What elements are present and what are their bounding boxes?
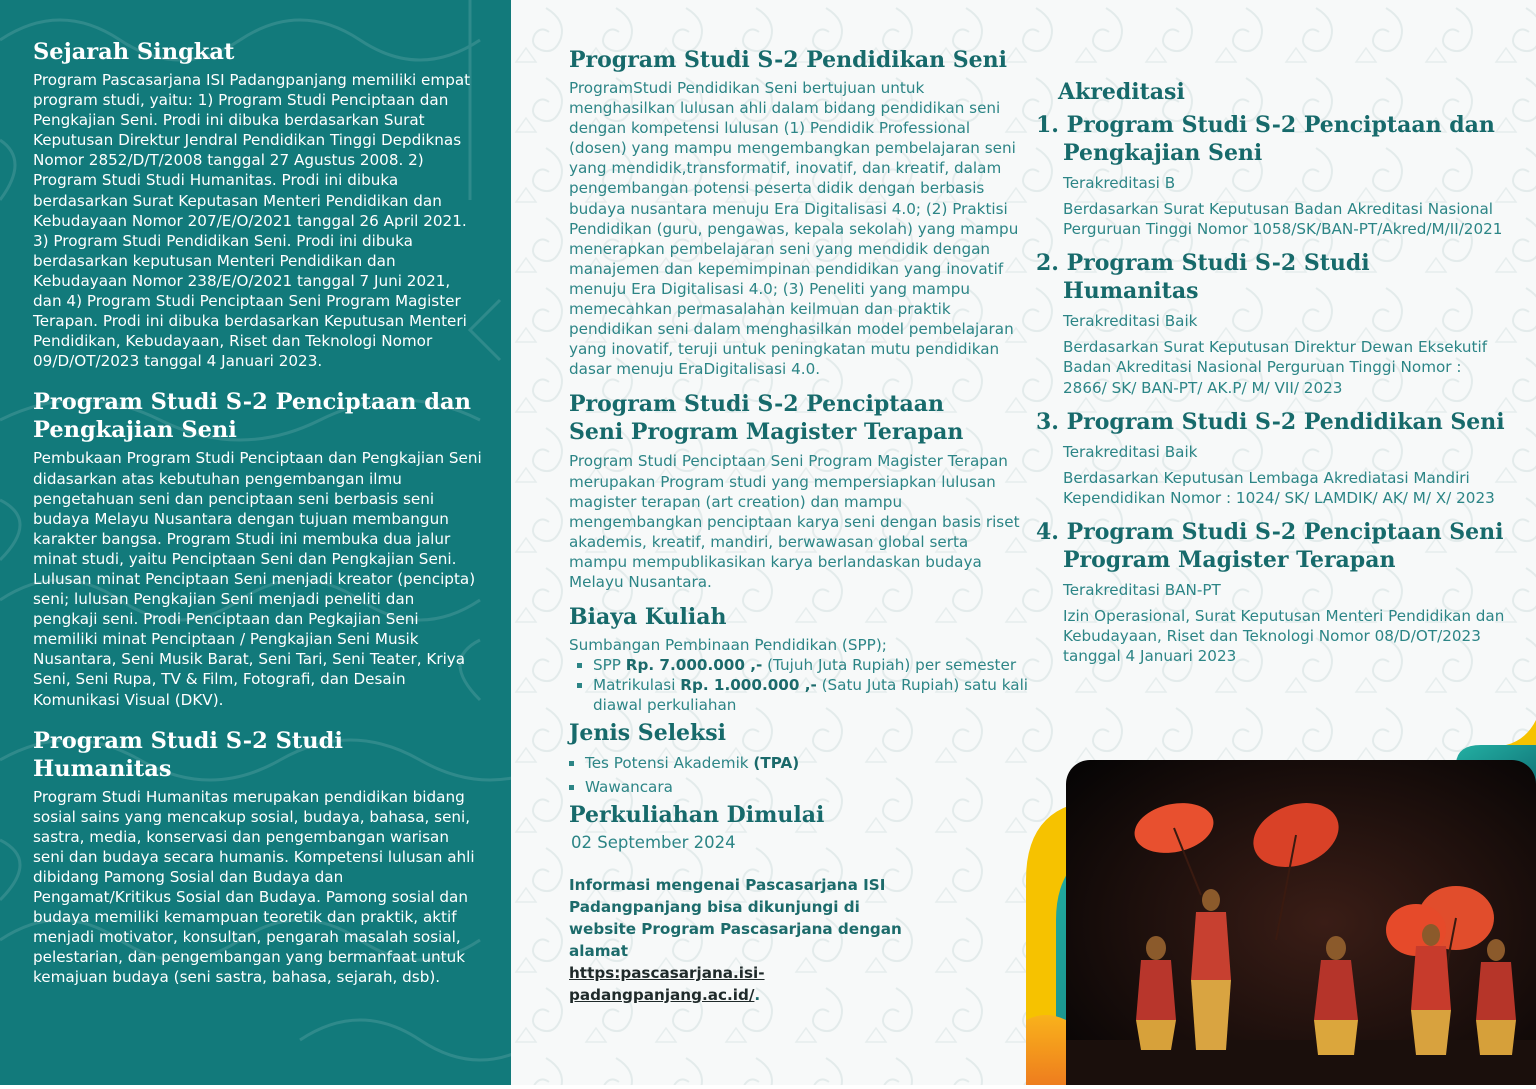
biaya-item: ▪ SPP Rp. 7.000.000 ,- (Tujuh Juta Rupiah) per semester	[593, 655, 1031, 675]
seleksi-item: ▪ Tes Potensi Akademik (TPA)	[585, 751, 1031, 775]
sejarah-text: Program Pascasarjana ISI Padangpanjang memiliki empat program studi, yaitu: 1) Program Studi Penciptaan dan Pengkajian Seni. Prodi ini dibuka berdasarkan Surat Keputusan Direktur Jendral Pendidikan Tinggi Depdiknas Nomor 2852/D/T/2008 tanggal 27 Agustus 2008. 2) Program Studi Studi Humanitas. Prodi ini dibuka berdasarkan Surat Keputasan Menteri Pendidikan dan Kebudayaan Nomor 207/E/O/2021 tanggal 26 April 2021. 3) Program Studi Pendidikan Seni. Prodi ini dibuka berdasarkan keputusan Menteri Pendidikan dan Kebudayaan Nomor 238/E/O/2021 tanggal 7 Juni 2021, dan 4) Program Studi Penciptaan Seni Program Magister Terapan. Prodi ini dibuka berdasarkan Keputusan Menteri Pendidikan, Kebudayaan, Riset dan Teknologi Nomor 09/D/OT/2023 tanggal 4 Januari 2023.	[33, 71, 471, 371]
akreditasi-item-title: 1. Program Studi S-2 Penciptaan dan Pengkajian Seni	[1036, 112, 1495, 166]
section-penciptaan-pengkajian	[33, 388, 483, 709]
humanitas-heading: Program Studi S-2 Studi Humanitas	[33, 727, 343, 782]
section-sejarah	[33, 38, 483, 371]
left-panel	[0, 0, 511, 1085]
akreditasi-item	[1036, 111, 1506, 239]
akreditasi-item-title: 3. Program Studi S-2 Pendidikan Seni	[1036, 408, 1505, 435]
magister-terapan-text: Program Studi Penciptaan Seni Program Magister Terapan merupakan Program studi yang mempersiapkan lulusan magister terapan (art creation) dan mampu mengembangkan penciptaan karya seni dengan basis riset akademis, kreatif, mandiri, berwawasan global serta mampu mempublikasikan karya berlandaskan budaya Melayu Nusantara.	[569, 452, 1020, 591]
biaya-item: ▪ Matrikulasi Rp. 1.000.000 ,- (Satu Juta Rupiah) satu kali diawal perkuliahan	[593, 675, 1031, 715]
pendidikan-seni-heading: Program Studi S-2 Pendidikan Seni	[569, 47, 1008, 73]
middle-column	[569, 46, 1031, 1006]
akreditasi-heading: Akreditasi	[1058, 79, 1185, 105]
section-biaya	[569, 603, 1031, 715]
dance-photo	[1026, 720, 1536, 1085]
akreditasi-status: Terakreditasi B	[1063, 174, 1176, 192]
info-block: Informasi mengenai Pascasarjana ISI Padangpanjang bisa dikunjungi di website Program Pascasarjana dengan alamat https:pascasarjana.isi-padangpanjang.ac.id/.	[569, 875, 902, 1004]
section-seleksi	[569, 719, 1031, 799]
penciptaan-pengkajian-heading: Program Studi S-2 Penciptaan dan Pengkajian Seni	[33, 389, 471, 444]
penciptaan-pengkajian-text: Pembukaan Program Studi Penciptaan dan Pengkajian Seni didasarkan atas kebutuhan pengembangan ilmu pengetahuan seni dan penciptaan seni berbasis seni budaya Melayu Nusantara dengan tujuan membangun karakter bangsa. Program Studi ini membuka dua jalur minat studi, yaitu Penciptaan Seni dan Pengkajian Seni. Lulusan minat Penciptaan Seni menjadi kreator (pencipta) seni; lulusan Pengkajian Seni menjadi peneliti dan pengkaji seni. Prodi Penciptaan dan Pegkajian Seni memiliki minat Penciptaan / Pengkajian Seni Musik Nusantara, Seni Musik Barat, Seni Tari, Seni Teater, Kriya Seni, Seni Rupa, TV & Film, Fotografi, dan Desain Komunikasi Visual (DKV).	[33, 449, 482, 709]
akreditasi-status: Terakreditasi Baik	[1063, 312, 1198, 331]
akreditasi-item-title: 2. Program Studi S-2 Studi Humanitas	[1036, 250, 1370, 305]
seleksi-heading: Jenis Seleksi	[569, 720, 727, 747]
section-humanitas	[33, 727, 483, 988]
humanitas-text: Program Studi Humanitas merupakan pendidikan bidang sosial sains yang mencakup sosial, budaya, bahasa, seni, sastra, media, konservasi dan pengembangan warisan seni dan budaya secara humanis. Kompetensi lulusan ahli dibidang Pamong Sosial dan Budaya dan Pengamat/Kritikus Sosial dan Budaya. Pamong sosial dan budaya memiliki kemampuan teoretik dan praktik, aktif menjadi motivator, konsultan, pengarah masalah sosial, pelestarian, dan pengembangan yang bermanfaat untuk kemajuan budaya (seni sastra, bahasa, sejarah, dsb).	[33, 787, 475, 987]
akreditasi-column	[1036, 78, 1506, 676]
section-perkuliahan	[569, 801, 1031, 853]
akreditasi-basis: Berdasarkan Keputusan Lembaga Akrediatasi Mandiri Kependidikan Nomor : 1024/ SK/ LAMDIK/ AK/ M/ X/ 2023	[1063, 468, 1495, 507]
info-text: Informasi mengenai Pascasarjana ISI Padangpanjang bisa dikunjungi di website Program Pascasarjana dengan alamat	[569, 875, 902, 960]
website-link[interactable]: https:pascasarjana.isi-padangpanjang.ac.id/	[569, 963, 765, 1004]
section-magister-terapan	[569, 390, 1031, 592]
biaya-list	[569, 655, 1031, 715]
akreditasi-basis: Berdasarkan Surat Keputusan Direktur Dewan Eksekutif Badan Akreditasi Nasional Perguruan Tinggi Nomor : 2866/ SK/ BAN-PT/ AK.P/ M/ VII/ 2023	[1063, 338, 1488, 397]
akreditasi-basis: Izin Operasional, Surat Keputusan Menteri Pendidikan dan Kebudayaan, Riset dan Teknologi Nomor 08/D/OT/2023 tanggal 4 Januari 2023	[1063, 607, 1505, 666]
akreditasi-item	[1036, 408, 1506, 508]
seleksi-item: ▪ Wawancara	[585, 775, 1031, 799]
dance-photo-area	[1026, 720, 1536, 1085]
akreditasi-status: Terakreditasi BAN-PT	[1063, 580, 1221, 599]
akreditasi-item	[1036, 518, 1506, 666]
akreditasi-item	[1036, 249, 1506, 397]
akreditasi-status: Terakreditasi Baik	[1063, 442, 1198, 461]
magister-terapan-heading: Program Studi S-2 Penciptaan Seni Program Magister Terapan	[569, 391, 964, 446]
biaya-heading: Biaya Kuliah	[569, 604, 727, 631]
sejarah-heading: Sejarah Singkat	[33, 39, 235, 65]
perkuliahan-date: 02 September 2024	[571, 833, 736, 853]
section-pendidikan-seni	[569, 46, 1031, 379]
biaya-intro: Sumbangan Pembinaan Pendidikan (SPP);	[569, 636, 887, 655]
perkuliahan-heading: Perkuliahan Dimulai	[569, 802, 825, 829]
left-content	[33, 38, 483, 1005]
pendidikan-seni-text: ProgramStudi Pendidikan Seni bertujuan untuk menghasilkan lulusan ahli dalam bidang pendidikan seni dengan kompetensi lulusan (1) Pendidik Professional (dosen) yang mampu mengembangkan pembelajaran seni yang mendidik,transformatif, inovatif, dan kreatif, dalam pengembangan potensi peserta didik dengan berbasis budaya nusantara menuju Era Digitalisasi 4.0; (2) Praktisi Pendidikan (guru, pengawas, kepala sekolah) yang mampu menerapkan pembelajaran seni yang mendidik dengan manajemen dan kepemimpinan pendidikan yang inovatif menuju Era Digitalisasi 4.0; (3) Peneliti yang mampu memecahkan permasalahan keilmuan dan praktik pendidikan seni dalam menghasilkan model pembelajaran yang inovatif, teruji untuk peningkatan mutu pendidikan dasar menuju EraDigitalisasi 4.0.	[569, 79, 1019, 379]
akreditasi-basis: Berdasarkan Surat Keputusan Badan Akreditasi Nasional Perguruan Tinggi Nomor 1058/SK/BAN-PT/Akred/M/II/2021	[1063, 200, 1503, 239]
akreditasi-item-title: 4. Program Studi S-2 Penciptaan Seni Program Magister Terapan	[1036, 518, 1504, 573]
seleksi-list	[569, 751, 1031, 799]
